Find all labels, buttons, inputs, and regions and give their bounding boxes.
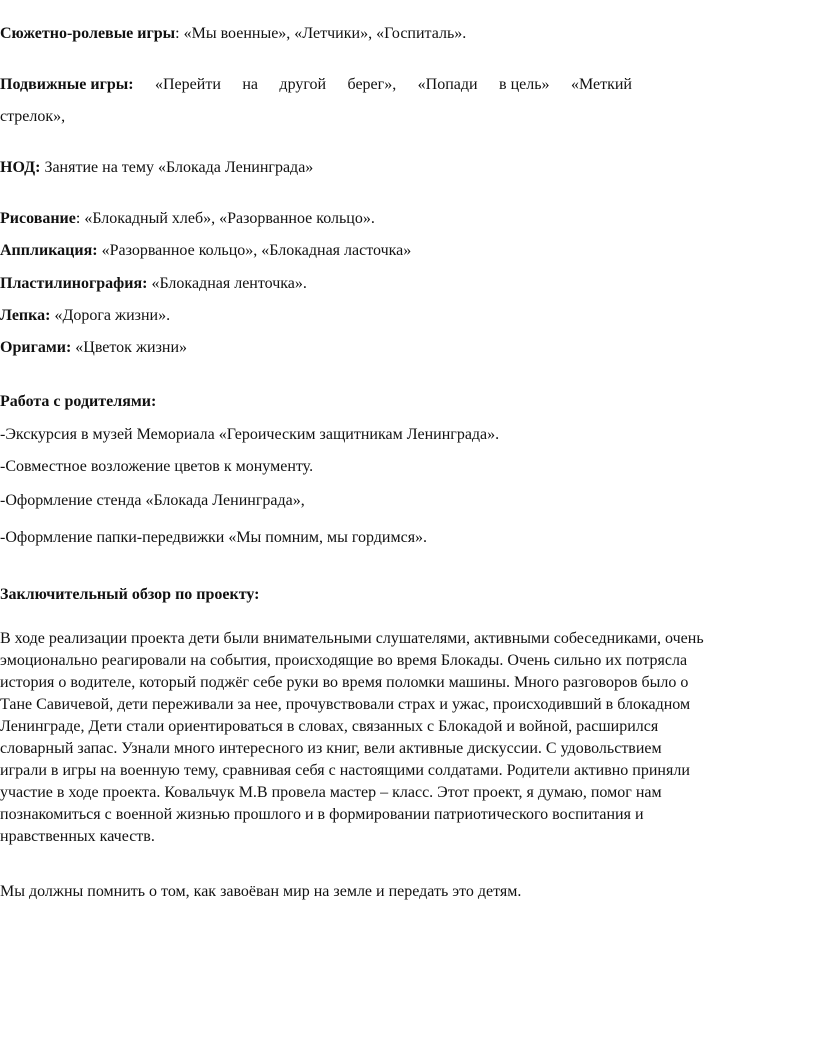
role-games-label: Сюжетно-ролевые игры bbox=[0, 25, 176, 42]
outdoor-games-word: на bbox=[242, 76, 258, 93]
summary-line: Тане Савичевой, дети переживали за нее, прочувствовали страх и ужас, происходивший в блокадном bbox=[0, 696, 691, 713]
outdoor-games-word: «Меткий bbox=[570, 76, 632, 93]
parents-heading bbox=[0, 392, 156, 412]
summary-line: участие в ходе проекта. Ковальчук М.В провела мастер – класс. Этот проект, я думаю, помог нам bbox=[0, 784, 662, 801]
closing-line: Мы должны помнить о том, как завоёван мир на земле и передать это детям. bbox=[0, 883, 522, 900]
origami-label: Оригами: bbox=[0, 339, 72, 356]
outdoor-games-word: берег», bbox=[347, 76, 397, 93]
plasticine-line bbox=[0, 274, 307, 294]
origami-line bbox=[0, 338, 187, 358]
applique-label: Аппликация: bbox=[0, 242, 98, 259]
parents-heading-text: Работа с родителями: bbox=[0, 393, 157, 410]
parents-item: -Оформление стенда «Блокада Ленинграда», bbox=[0, 492, 305, 509]
role-games-text: : «Мы военные», «Летчики», «Госпиталь». bbox=[175, 25, 467, 42]
summary-line: история о водителе, который поджёг себе руки во время поломки машины. Много разговоров было о bbox=[0, 674, 689, 691]
outdoor-games-word: «Перейти bbox=[155, 76, 221, 93]
drawing-text: : «Блокадный хлеб», «Разорванное кольцо». bbox=[75, 210, 375, 227]
summary-line: нравственных качеств. bbox=[0, 828, 155, 845]
summary-heading bbox=[0, 585, 259, 605]
outdoor-games-word: в цель» bbox=[499, 76, 550, 93]
summary-line: Ленинграде, Дети стали ориентироваться в словах, связанных с Блокадой и войной, расширился bbox=[0, 718, 659, 735]
summary-line: познакомиться с военной жизнью прошлого и в формировании патриотического воспитания и bbox=[0, 806, 644, 823]
origami-text: «Цветок жизни» bbox=[71, 339, 188, 356]
nod-line bbox=[0, 158, 313, 178]
outdoor-games-word: «Попади bbox=[417, 76, 478, 93]
parents-item: -Совместное возложение цветов к монументу. bbox=[0, 458, 314, 475]
modeling-text: «Дорога жизни». bbox=[50, 307, 171, 324]
plasticine-text: «Блокадная ленточка». bbox=[147, 275, 307, 292]
modeling-line bbox=[0, 306, 170, 326]
summary-paragraph bbox=[0, 628, 816, 848]
summary-line: В ходе реализации проекта дети были внимательными слушателями, активными собеседниками, очень bbox=[0, 630, 704, 647]
summary-heading-text: Заключительный обзор по проекту: bbox=[0, 586, 260, 603]
outdoor-games-label: Подвижные игры: bbox=[0, 76, 134, 93]
outdoor-games-continuation: стрелок», bbox=[0, 108, 66, 125]
outdoor-games-word: другой bbox=[279, 76, 327, 93]
outdoor-games-line bbox=[0, 75, 632, 95]
summary-line: эмоционально реагировали на события, происходящие во время Блокады. Очень сильно их потрясла bbox=[0, 652, 688, 669]
summary-line: играли в игры на военную тему, сравнивая себя с настоящими солдатами. Родители активно приняли bbox=[0, 762, 690, 779]
summary-line: словарный запас. Узнали много интересного из книг, вели активные дискуссии. С удовольствием bbox=[0, 740, 662, 757]
plasticine-label: Пластилинография: bbox=[0, 275, 148, 292]
applique-line bbox=[0, 241, 411, 261]
nod-text: Занятие на тему «Блокада Ленинграда» bbox=[40, 159, 314, 176]
applique-text: «Разорванное кольцо», «Блокадная ласточка» bbox=[97, 242, 412, 259]
nod-label: НОД: bbox=[0, 159, 41, 176]
parents-item: -Экскурсия в музей Мемориала «Героическим защитникам Ленинграда». bbox=[0, 426, 500, 443]
drawing-label: Рисование bbox=[0, 210, 76, 227]
modeling-label: Лепка: bbox=[0, 307, 51, 324]
drawing-line bbox=[0, 209, 375, 229]
role-games-line bbox=[0, 24, 466, 44]
parents-item: -Оформление папки-передвижки «Мы помним, мы гордимся». bbox=[0, 529, 428, 546]
